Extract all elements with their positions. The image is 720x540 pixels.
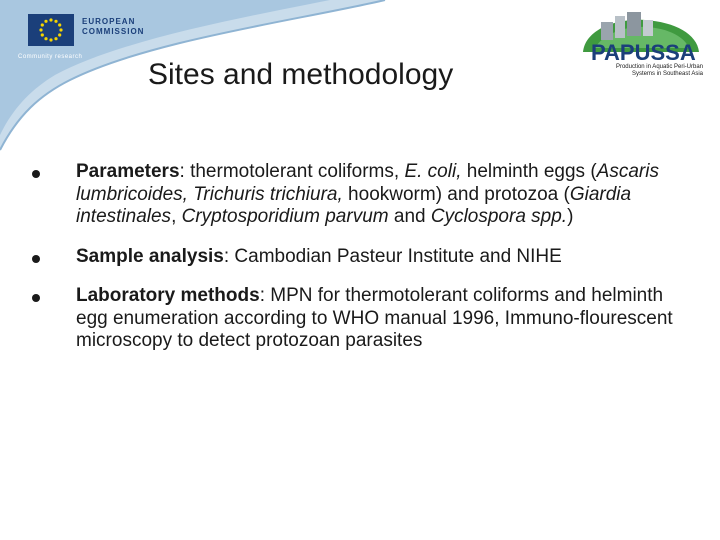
eu-flag-icon [28,14,74,46]
bullet-list [54,161,684,370]
bullet-italic-text: Cryptosporidium parvum [181,206,389,227]
bullet-dot-icon [32,255,40,263]
bullet-item [54,161,684,229]
bullet-text: : Cambodian Pasteur Institute and NIHE [223,245,562,267]
ec-name-line1: EUROPEAN [82,17,136,26]
bullet-text: ) [567,206,574,227]
bullet-italic-text: Giardia intestinales [76,183,632,227]
bullet-label: Parameters [76,161,180,182]
bullet-italic-text: Ascaris lumbricoides, Trichuris trichiura, [76,161,659,205]
bullet-text: helminth eggs ( [461,161,597,182]
ec-name-line2: COMMISSION [82,27,145,36]
slide-title: Sites and methodology [148,58,454,91]
bullet-item [54,246,684,269]
european-commission-logo [18,14,160,62]
ec-name [82,17,162,37]
bullet-item [54,285,684,353]
ec-tagline: Community research [18,54,83,60]
bullet-italic-text: E. coli, [404,161,462,182]
bullet-text: and [388,206,431,227]
bullet-text: : thermotolerant coliforms, [179,161,405,182]
bullet-dot-icon [32,170,40,178]
papussa-name: PAPUSSA [591,40,696,65]
bullet-label: Sample analysis [76,245,224,267]
bullet-label: Laboratory methods [76,285,260,306]
papussa-logo [575,8,705,88]
bullet-text: , [171,206,182,227]
bullet-dot-icon [32,294,40,302]
papussa-subtitle: Production in Aquatic Peri-Urban Systems in Southeast Asia [615,64,703,77]
bullet-text: : MPN for thermotolerant coliforms and helminth egg enumeration according to WHO manual 1996, Immuno-flourescent microscopy to detect protozoan parasites [76,285,673,351]
bullet-text: hookworm) and protozoa ( [342,183,570,205]
bullet-italic-text: Cyclospora spp. [430,206,568,227]
